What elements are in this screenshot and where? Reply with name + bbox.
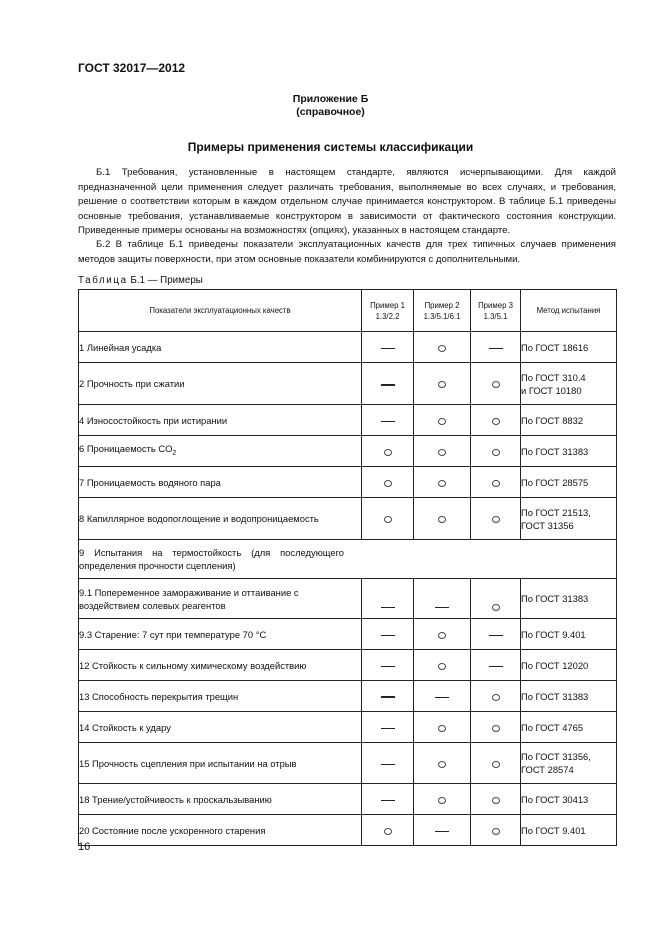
- header-example-1: [362, 290, 414, 332]
- example-2-mark: [414, 363, 471, 405]
- example-2-mark: [414, 784, 471, 815]
- appendix-title: Приложение Б: [292, 93, 369, 105]
- table-header-row: [79, 290, 617, 332]
- row-indicator: 13 Способность перекрытия трещин: [79, 681, 362, 712]
- not-applicable-dash-icon: [489, 635, 503, 636]
- table-row: [79, 467, 617, 498]
- example-1-mark: [362, 743, 414, 784]
- example-3-mark: [471, 681, 521, 712]
- example-1-mark: [362, 681, 414, 712]
- document-code: ГОСТ 32017—2012: [78, 61, 186, 75]
- not-applicable-dash-icon: [489, 348, 503, 349]
- method-line-1: По ГОСТ 31356,: [521, 751, 591, 762]
- example-3-mark: [471, 332, 521, 363]
- applies-circle-icon: [492, 516, 500, 523]
- example-1-mark: [362, 332, 414, 363]
- example-1-mark: [362, 405, 414, 436]
- header-example-2: [414, 290, 471, 332]
- example-1-mark: [362, 784, 414, 815]
- row-indicator: 14 Стойкость к удару: [79, 712, 362, 743]
- applies-circle-icon: [384, 449, 392, 456]
- example-1-mark: [362, 467, 414, 498]
- row-indicator: 4 Износостойкость при истирании: [79, 405, 362, 436]
- table-row: [79, 405, 617, 436]
- applies-circle-icon: [438, 632, 446, 639]
- applies-circle-icon: [384, 480, 392, 487]
- example-2-mark: [414, 498, 471, 540]
- row-indicator: 9.1 Попеременное замораживание и оттаивание с воздействием солевых реагентов: [79, 579, 362, 619]
- example-1-mark: [362, 712, 414, 743]
- page-number: 16: [78, 841, 91, 853]
- applies-circle-icon: [492, 604, 500, 611]
- table-row: [79, 498, 617, 540]
- applies-circle-icon: [492, 418, 500, 425]
- applies-circle-icon: [438, 797, 446, 804]
- row-indicator: 2 Прочность при сжатии: [79, 363, 362, 405]
- example-1-mark: [362, 815, 414, 846]
- row-indicator: [79, 436, 362, 467]
- table-row: [79, 650, 617, 681]
- not-applicable-dash-icon: [381, 728, 395, 729]
- applies-circle-icon: [492, 449, 500, 456]
- method-line-1: По ГОСТ 21513,: [521, 506, 591, 518]
- example-1-mark: [362, 619, 414, 650]
- example-3-mark: [471, 405, 521, 436]
- method-line-2: и ГОСТ 10180: [521, 384, 582, 396]
- method-line-1: По ГОСТ 310.4: [521, 371, 586, 383]
- section-title: Примеры применения системы классификации: [187, 140, 474, 154]
- row-method: По ГОСТ 18616: [521, 332, 617, 363]
- row-method: [521, 743, 617, 784]
- example-3-mark: [471, 712, 521, 743]
- method-line-2: ГОСТ 28574: [521, 764, 574, 775]
- group-heading: [79, 540, 617, 579]
- applies-circle-icon: [438, 418, 446, 425]
- example-2-mark: [414, 743, 471, 784]
- applies-circle-icon: [438, 516, 446, 523]
- applies-circle-icon: [438, 761, 446, 768]
- table-row: [79, 784, 617, 815]
- not-applicable-dash-icon: [381, 666, 395, 667]
- not-applicable-dash-icon: [489, 666, 503, 667]
- table-row: [79, 681, 617, 712]
- example-3-mark: [471, 619, 521, 650]
- row-method: По ГОСТ 9.401: [521, 815, 617, 846]
- example-3-mark: [471, 498, 521, 540]
- not-applicable-dash-icon: [381, 635, 395, 636]
- not-applicable-dash-icon: [381, 421, 395, 422]
- example-3-mark: [471, 467, 521, 498]
- example-3-mark: [471, 815, 521, 846]
- example-2-mark: [414, 619, 471, 650]
- header-example-2-title: Пример 2: [424, 300, 460, 310]
- applies-circle-icon: [384, 516, 392, 523]
- group-heading-text: 9 Испытания на термостойкость (для последующего определения прочности сцепления): [79, 547, 344, 571]
- applies-circle-icon: [492, 828, 500, 835]
- row-method: По ГОСТ 31383: [521, 436, 617, 467]
- not-applicable-dash-icon: [381, 800, 395, 801]
- not-applicable-dash-icon: [381, 607, 395, 608]
- example-1-mark: [362, 650, 414, 681]
- row-method: По ГОСТ 30413: [521, 784, 617, 815]
- row-indicator: 1 Линейная усадка: [79, 332, 362, 363]
- applies-circle-icon: [438, 663, 446, 670]
- example-2-mark: [414, 650, 471, 681]
- appendix-subtitle: (справочное): [296, 106, 365, 118]
- header-example-2-code: 1.3/5.1/6.1: [423, 311, 461, 321]
- row-method: [521, 363, 617, 405]
- example-3-mark: [471, 363, 521, 405]
- table-group-row: [79, 540, 617, 579]
- table-row: [79, 743, 617, 784]
- example-2-mark: [414, 467, 471, 498]
- row-indicator: 12 Стойкость к сильному химическому воздействию: [79, 650, 362, 681]
- example-2-mark: [414, 436, 471, 467]
- paragraph-b2: Б.2 В таблице Б.1 приведены показатели эксплуатационных качеств для трех типичных случаев применения методов защиты поверхности, при этом основные показатели комбинируются с дополнительными.: [78, 239, 616, 265]
- example-1-mark: [362, 363, 414, 405]
- example-1-mark: [362, 436, 414, 467]
- table-row: [79, 436, 617, 467]
- not-applicable-dash-icon: [381, 348, 395, 349]
- row-indicator: 9.3 Старение: 7 сут при температуре 70 °С: [79, 619, 362, 650]
- row-method: [521, 498, 617, 540]
- applies-circle-icon: [438, 480, 446, 487]
- example-3-mark: [471, 743, 521, 784]
- row-indicator: 7 Проницаемость водяного пара: [79, 467, 362, 498]
- row-method: По ГОСТ 8832: [521, 405, 617, 436]
- row-indicator: 18 Трение/устойчивость к проскальзыванию: [79, 784, 362, 815]
- row-indicator: 20 Состояние после ускоренного старения: [79, 815, 362, 846]
- table-row: [79, 579, 617, 619]
- applies-circle-icon: [492, 480, 500, 487]
- table-row: [79, 363, 617, 405]
- applies-circle-icon: [438, 381, 446, 388]
- row-method: По ГОСТ 12020: [521, 650, 617, 681]
- applies-circle-icon: [492, 381, 500, 388]
- row-method: По ГОСТ 9.401: [521, 619, 617, 650]
- table-caption-text: Б.1 — Примеры: [127, 275, 203, 286]
- applies-circle-icon: [492, 761, 500, 768]
- header-example-3: [471, 290, 521, 332]
- applies-circle-icon: [438, 725, 446, 732]
- method-line-2: ГОСТ 31356: [521, 519, 574, 531]
- example-2-mark: [414, 579, 471, 619]
- applies-circle-icon: [438, 449, 446, 456]
- applies-circle-icon: [492, 797, 500, 804]
- table-caption-label: Таблица: [78, 275, 128, 286]
- header-example-3-code: 1.3/5.1: [483, 311, 508, 321]
- table-row: [79, 619, 617, 650]
- applies-circle-icon: [384, 828, 392, 835]
- row-method: По ГОСТ 28575: [521, 467, 617, 498]
- row-method: По ГОСТ 31383: [521, 579, 617, 619]
- row-indicator: 8 Капиллярное водопоглощение и водопроницаемость: [79, 498, 362, 540]
- header-indicator: Показатели эксплуатационных качеств: [79, 290, 362, 332]
- table-row: [79, 712, 617, 743]
- header-example-3-title: Пример 3: [478, 300, 513, 310]
- indicator-subscript: 2: [172, 449, 177, 457]
- header-example-1-code: 1.3/2.2: [375, 311, 400, 321]
- example-2-mark: [414, 815, 471, 846]
- not-applicable-dash-icon: [381, 384, 395, 386]
- applies-circle-icon: [438, 345, 446, 352]
- not-applicable-dash-icon: [435, 697, 449, 698]
- row-method: По ГОСТ 4765: [521, 712, 617, 743]
- example-2-mark: [414, 712, 471, 743]
- not-applicable-dash-icon: [381, 696, 395, 698]
- not-applicable-dash-icon: [435, 831, 449, 832]
- row-method: По ГОСТ 31383: [521, 681, 617, 712]
- example-3-mark: [471, 579, 521, 619]
- example-2-mark: [414, 681, 471, 712]
- not-applicable-dash-icon: [435, 607, 449, 608]
- example-1-mark: [362, 579, 414, 619]
- header-example-1-title: Пример 1: [370, 300, 405, 310]
- example-3-mark: [471, 784, 521, 815]
- row-indicator: 15 Прочность сцепления при испытании на отрыв: [79, 743, 362, 784]
- example-3-mark: [471, 436, 521, 467]
- example-2-mark: [414, 405, 471, 436]
- example-2-mark: [414, 332, 471, 363]
- not-applicable-dash-icon: [381, 764, 395, 765]
- header-method: Метод испытания: [521, 290, 617, 332]
- paragraph-b1: Б.1 Требования, установленные в настоящем стандарте, являются исчерпывающими. Для каждой предназначенной цели применения следует различать требования, выполняемые во всех случаях, и требования, решение о соответствии которым в каждом отдельном случае принимается конструктором. В таблице Б.1 приведены основные требования, устанавливаемые конструктором в зависимости от фактического состояния конструкции. Приведенные примеры основаны на возможностях (опциях), указанных в настоящем стандарте.: [78, 167, 616, 237]
- applies-circle-icon: [492, 725, 500, 732]
- table-row: [79, 815, 617, 846]
- table-row: [79, 332, 617, 363]
- example-3-mark: [471, 650, 521, 681]
- applies-circle-icon: [492, 694, 500, 701]
- indicator-text: 6 Проницаемость CO: [79, 443, 173, 455]
- example-1-mark: [362, 498, 414, 540]
- examples-table: [78, 289, 617, 846]
- table-caption: [78, 275, 203, 286]
